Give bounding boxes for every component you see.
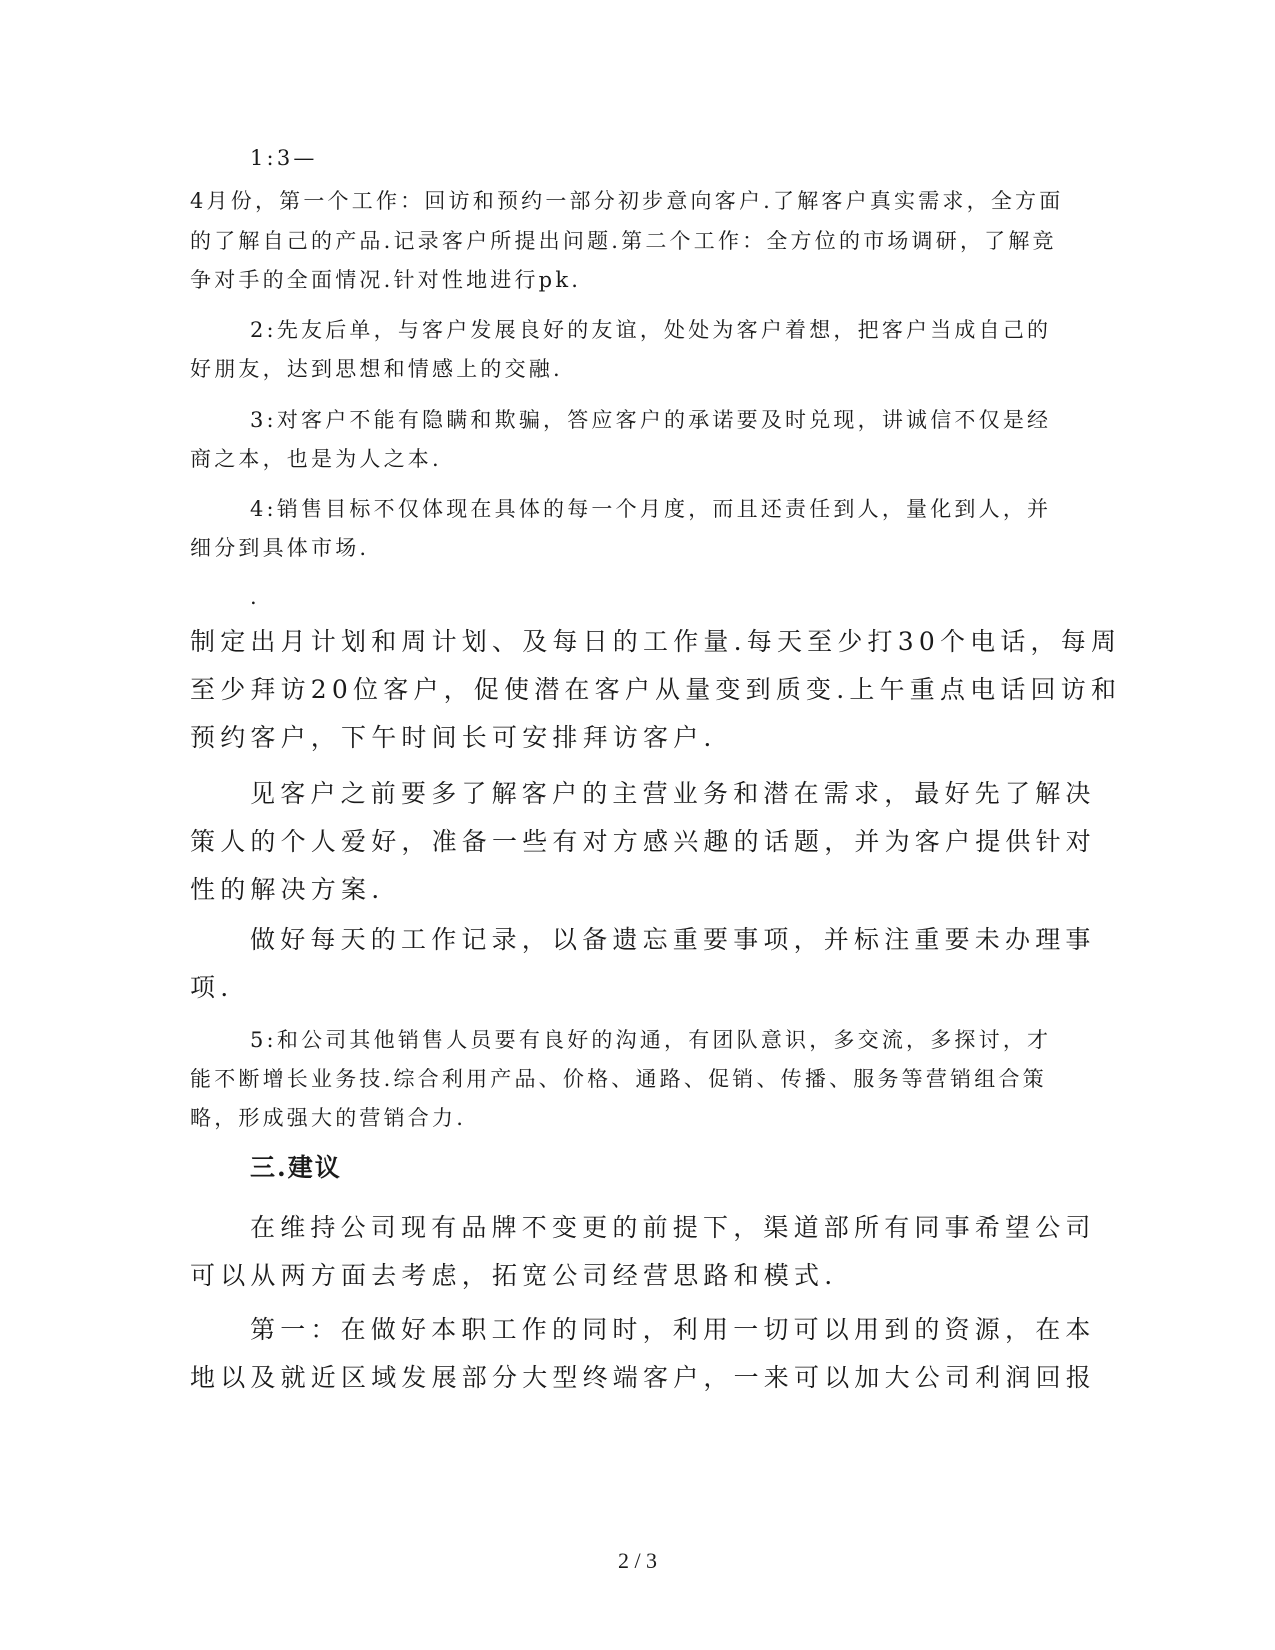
text-line: 的了解自己的产品.记录客户所提出问题.第二个工作：全方位的市场调研，了解竞: [190, 229, 1057, 253]
text-line: 策人的个人爱好，准备一些有对方感兴趣的话题，并为客户提供针对: [190, 827, 1097, 856]
text-line: 做好每天的工作记录，以备遗忘重要事项，并标注重要未办理事: [250, 925, 1096, 954]
text-line: 商之本，也是为人之本.: [190, 447, 442, 471]
text-line: 4:销售目标不仅体现在具体的每一个月度，而且还责任到人，量化到人，并: [250, 497, 1052, 521]
text-line: 2:先友后单，与客户发展良好的友谊，处处为客户着想，把客户当成自己的: [250, 318, 1052, 342]
text-line: 预约客户，下午时间长可安排拜访客户.: [190, 723, 717, 752]
section-heading: 三.建议: [250, 1153, 342, 1182]
text-line: 1:3—: [250, 146, 318, 170]
text-line: 好朋友，达到思想和情感上的交融.: [190, 357, 563, 381]
text-line: 制定出月计划和周计划、及每日的工作量.每天至少打30个电话，每周: [190, 627, 1122, 656]
text-line: 至少拜访20位客户，促使潜在客户从量变到质变.上午重点电话回访和: [190, 675, 1122, 704]
text-line: 性的解决方案.: [190, 875, 385, 904]
text-line: 见客户之前要多了解客户的主营业务和潜在需求，最好先了解决: [250, 779, 1096, 808]
text-line: 4月份，第一个工作：回访和预约一部分初步意向客户.了解客户真实需求，全方面: [190, 189, 1064, 213]
text-line: 3:对客户不能有隐瞒和欺骗，答应客户的承诺要及时兑现，讲诚信不仅是经: [250, 408, 1052, 432]
text-line: 项.: [190, 973, 234, 1002]
text-line: 地以及就近区域发展部分大型终端客户，一来可以加大公司利润回报: [190, 1363, 1097, 1392]
text-line: 在维持公司现有品牌不变更的前提下，渠道部所有同事希望公司: [250, 1213, 1096, 1242]
text-line: 争对手的全面情况.针对性地进行pk.: [190, 268, 582, 292]
text-line: 可以从两方面去考虑，拓宽公司经营思路和模式.: [190, 1261, 838, 1290]
text-line: 能不断增长业务技.综合利用产品、价格、通路、促销、传播、服务等营销组合策: [190, 1067, 1047, 1091]
page-number: 2 / 3: [617, 1548, 658, 1573]
text-line: 细分到具体市场.: [190, 536, 370, 560]
text-line: 略，形成强大的营销合力.: [190, 1106, 467, 1130]
text-line: 第一：在做好本职工作的同时，利用一切可以用到的资源，在本: [250, 1315, 1096, 1344]
text-line: 5:和公司其他销售人员要有良好的沟通，有团队意识，多交流，多探讨，才: [250, 1028, 1052, 1052]
text-line: .: [250, 585, 260, 609]
